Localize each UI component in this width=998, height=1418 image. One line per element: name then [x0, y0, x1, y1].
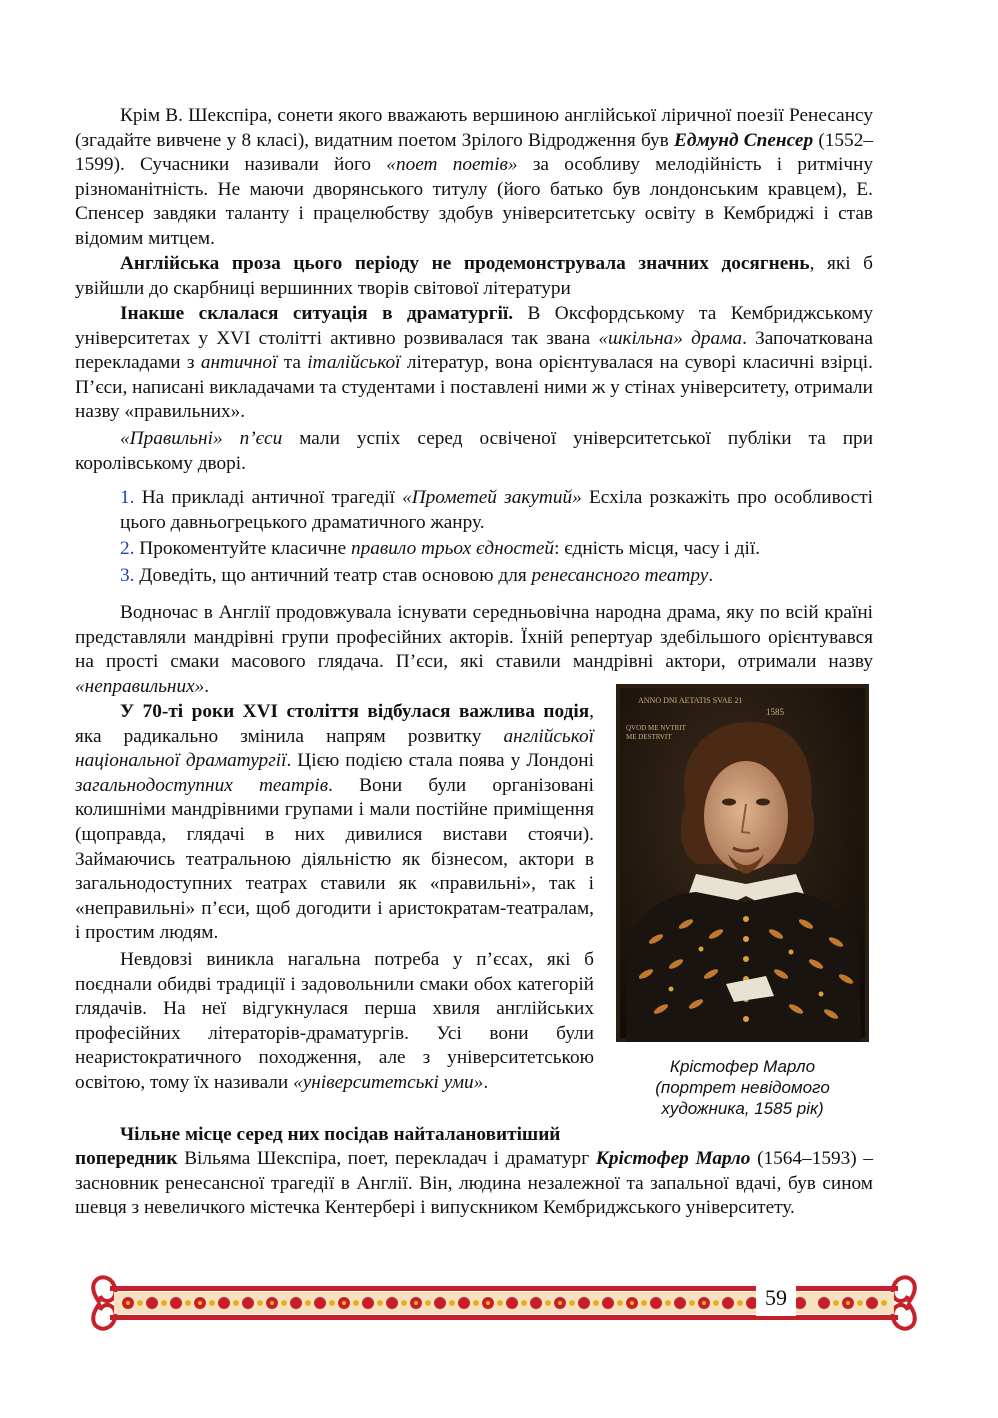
paragraph-prose: [75, 252, 873, 301]
question-item: [120, 537, 873, 562]
term: італійської: [307, 352, 401, 374]
question-number: 1.: [120, 487, 135, 508]
ornament-footer: [70, 1268, 938, 1338]
text: мали успіх серед освіченої університетської публіки та при королівському дворі.: [75, 428, 874, 474]
bold-text: Інакше склалася ситуація в драматургії.: [120, 303, 514, 324]
name-spenser: Едмунд Спенсер: [674, 129, 814, 151]
term: «неправильних»: [75, 675, 205, 697]
question-list: [120, 486, 873, 588]
text: .: [708, 564, 714, 586]
text: На прикладі античної трагедії: [134, 487, 403, 508]
question-item: [120, 564, 873, 589]
portrait-marlowe: [616, 684, 869, 1042]
text: , які б увійшли до скарбниці вершинних творів світової літератури: [75, 253, 873, 299]
term: «університетські уми»: [293, 1071, 484, 1093]
term: «Правильні» п’єси: [120, 428, 283, 449]
bold-text: Англійська проза цього періоду не продемонструвала значних досягнень: [120, 253, 810, 274]
term: загальнодоступних театрів: [75, 774, 329, 796]
text: Вільяма Шекспіра, поет, перекладач і драматург: [177, 1148, 596, 1169]
text: Прокоментуйте класичне: [134, 538, 351, 560]
term: «Прометей закутий»: [402, 487, 582, 508]
text: літератур, вона орієнтувалася на суворі класичні взірці. П’єси, написані викладачами та студентами і поставлені ними ж у стінах університету, отримали назву «правильних».: [75, 352, 873, 423]
text: (1564–1593) – засновник ренесансної трагедії в Англії. Він, людина незалежної та запальної вдачі, був сином шевця з невеличкого містечка Кентербері і випускником Кембриджського університету.: [75, 1148, 873, 1219]
name-marlowe: Крістофер Марло: [595, 1148, 751, 1169]
text: . Вони були організовані колишніми мандрівними групами і мали постійне приміщення (щоправда, глядачі в них дивилися вистави стоячи). Займаючись театральною діяльністю як бізнесом, актори в загальнодоступних театрах ставили як «правильні», так і «неправильні» п’єси, щоб догодити і аристократам-театралам, і простим людям.: [75, 774, 594, 944]
text: .: [204, 675, 210, 697]
bold-text: Чільне місце серед них посідав найталановитіший: [120, 1124, 561, 1145]
text: В Оксфордському та Кембриджському університетах у XVI столітті активно розвивалася так звана: [75, 303, 873, 349]
text: та: [277, 352, 308, 374]
text: . Цією подією стала поява у Лондоні: [286, 750, 594, 772]
paragraph-marlowe: [75, 1147, 873, 1221]
paragraph-spenser: [75, 104, 873, 252]
text: Крім В. Шекспіра, сонети якого вважають вершиною англійської ліричної поезії Ренесансу (згадайте вивчене у 8 класі), видатним поетом Зрілого Відродження був: [75, 105, 873, 151]
question-number: 3.: [120, 564, 135, 586]
text: (1552–1599). Сучасники називали його: [75, 129, 873, 176]
term: правило трьох єдностей: [351, 538, 555, 560]
paragraph-marlowe-intro: [75, 1123, 594, 1148]
bold-text: попередник: [75, 1148, 178, 1169]
caption-line: (портрет невідомого: [655, 1078, 830, 1097]
paragraph-university-wits: [75, 948, 594, 1096]
text: : єдність місця, часу і дії.: [554, 538, 761, 560]
text: . Започаткована перекладами з: [75, 327, 873, 374]
text: .: [483, 1071, 489, 1093]
term: англійської національної драматургії: [75, 725, 594, 772]
text: Есхіла розкажіть про особливості цього давньогрецького драматичного жанру.: [120, 487, 874, 533]
portrait-inscription: ANNO DNI AETATIS SVAE 21: [638, 696, 743, 705]
text: , яка радикально змінила напрям розвитку: [75, 701, 594, 747]
text: Водночас в Англії продовжувала існувати середньовічна народна драма, яку по всій країні представляли мандрівні групи професійних акторів. Їхній репертуар здебільшого орієнтувався на прості смаки масового глядача. П’єси, які ставили мандрівні актори, отримали назву: [75, 602, 873, 673]
paragraph-drama: [75, 302, 873, 425]
text: Невдовзі виникла нагальна потреба у п’єсах, які б поєднали обидві традиції і задовольнили смаки обох категорій глядачів. На неї відгукнулася перша хвиля англійських професійних літераторів-драматургів. Усі вони були неаристократичного походження, але з університетською освітою, тому їх називали: [75, 949, 594, 1093]
epithet: «поет поетів»: [386, 154, 518, 176]
bold-text: У 70-ті роки XVI століття відбулася важлива подія: [120, 701, 590, 722]
caption-line: Крістофер Марло: [669, 1057, 816, 1076]
term-school-drama: «шкільна» драма: [598, 327, 743, 349]
paragraph-public-theatres: [75, 700, 594, 946]
term: ренесансного театру: [531, 564, 709, 586]
caption-line: художника, 1585 рік): [661, 1099, 824, 1118]
portrait-year: 1585: [766, 707, 784, 717]
portrait-caption: [616, 1056, 869, 1119]
question-number: 2.: [120, 538, 135, 560]
portrait-motto-1: QVOD ME NVTRIT: [626, 724, 686, 732]
portrait-motto-2: ME DESTRVIT: [626, 733, 672, 741]
page-number: 59: [756, 1280, 796, 1316]
question-item: [120, 486, 873, 535]
text: за особливу мелодійність і ритмічну різноманітність. Не маючи дворянського титулу (його батько був лондонським кравцем), Е. Спенсер завдяки таланту і працелюбству здобув університетську освіту в Кембриджі і став відомим митцем.: [75, 154, 873, 249]
term: античної: [200, 352, 278, 374]
text: Доведіть, що античний театр став основою для: [134, 564, 532, 586]
paragraph-correct-plays: [75, 427, 873, 476]
